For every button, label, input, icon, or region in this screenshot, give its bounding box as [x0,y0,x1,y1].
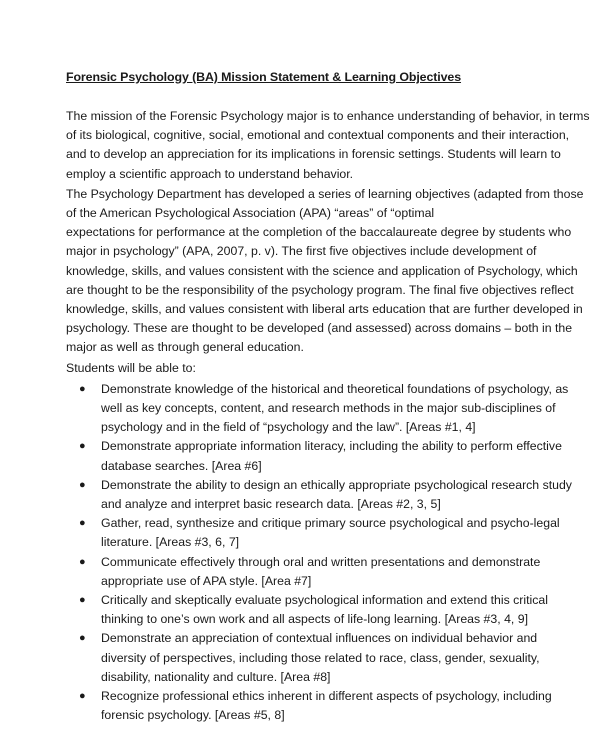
text-line: expectations for performance at the completion of the baccalaureate degree by students who [66,225,572,240]
text-line: well as key concepts, content, and research methods in the major sub-disciplines of [101,401,556,416]
bullet-icon: ● [79,382,86,395]
bullet-icon: ● [79,517,86,530]
bullet-icon: ● [79,478,86,491]
text-line: knowledge, skills, and values consistent with the science and application of Psychology, which [66,263,578,278]
list-item [79,687,552,725]
list-item [79,437,562,475]
text-line: of the American Psychological Association (APA) “areas” of “optimal [66,206,435,221]
text-line: knowledge, skills, and values consistent with liberal arts education that are further developed in [66,302,583,317]
text-line: are thought to be the responsibility of the psychology program. The final five objectives reflect [66,282,574,297]
list-item [79,629,540,687]
text-line: Recognize professional ethics inherent in different aspects of psychology, including [101,689,552,704]
text-line: forensic psychology. [Areas #5, 8] [101,708,285,723]
text-line: major in psychology” (APA, 2007, p. v). The first five objectives include development of [66,244,537,259]
bullet-icon: ● [79,632,86,645]
list-item [79,514,560,552]
mission-paragraph [66,107,590,184]
text-line: major as well as through general education. [66,340,304,355]
text-line: diversity of perspectives, including those related to race, class, gender, sexuality, [101,650,540,665]
document-body [66,107,590,726]
text-line: database searches. [Area #6] [101,458,262,473]
list-item [79,553,541,591]
text-line: Communicate effectively through oral and written presentations and demonstrate [101,554,541,569]
bullet-icon: ● [79,555,86,568]
text-line: employ a scientific approach to understand behavior. [66,166,354,181]
text-line: Demonstrate the ability to design an ethically appropriate psychological research study [101,477,572,492]
text-line: and analyze and interpret basic research data. [Areas #2, 3, 5] [101,497,441,512]
objectives-list [66,380,572,726]
text-line: The mission of the Forensic Psychology major is to enhance understanding of behavior, in terms [66,109,590,123]
text-line: disability, nationality and culture. [Area #8] [101,669,331,684]
text-line: Demonstrate appropriate information literacy, including the ability to perform effective [101,439,562,454]
bullet-icon: ● [79,440,86,453]
text-line: literature. [Areas #3, 6, 7] [101,535,240,550]
text-line: Demonstrate knowledge of the historical and theoretical foundations of psychology, as [101,381,569,396]
text-line: Demonstrate an appreciation of contextual influences on individual behavior and [101,631,538,646]
text-line: Gather, read, synthesize and critique primary source psychological and psycho-legal [101,516,560,531]
objectives-intro: Students will be able to: [66,360,196,375]
text-line: psychology and in the field of “psychology and the law”. [Areas #1, 4] [101,420,476,435]
text-line: Critically and skeptically evaluate psychological information and extend this critical [101,593,549,608]
text-line: of its biological, cognitive, social, emotional and contextual components and their interaction, [66,128,570,143]
list-item [79,591,549,629]
text-line: psychology. These are thought to be developed (and assessed) across domains – both in the [66,321,573,336]
text-line: appropriate use of APA style. [Area #7] [101,573,312,588]
text-line: The Psychology Department has developed a series of learning objectives (adapted from those [66,186,584,201]
bullet-icon: ● [79,594,86,607]
department-paragraph [66,185,584,358]
document-title: Forensic Psychology (BA) Mission Statement & Learning Objectives [66,70,462,84]
list-item [79,380,569,438]
text-line: and to develop an appreciation for its implications in forensic settings. Students will learn to [66,147,561,162]
bullet-icon: ● [79,690,86,703]
text-line: thinking to one’s own work and all aspects of life-long learning. [Areas #3, 4, 9] [101,612,528,627]
list-item [79,476,572,514]
